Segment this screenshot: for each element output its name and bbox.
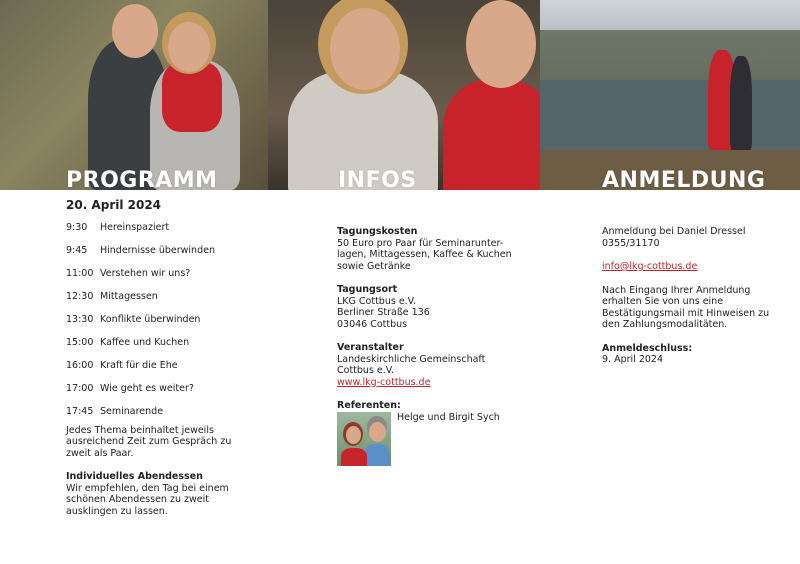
confirm-line: Nach Eingang Ihrer Anmeldung [602, 284, 751, 296]
schedule-row [66, 222, 266, 245]
veranstalter-line: Cottbus e.V. [337, 365, 395, 376]
couple-smiling-photo [268, 0, 540, 190]
confirm-line: erhalten Sie von uns eine [602, 296, 724, 307]
veranstalter-line: Landeskirchliche Gemeinschaft [337, 353, 486, 365]
kosten-title: Tagungskosten [337, 226, 418, 237]
schedule-row [66, 314, 266, 337]
man-head [112, 4, 158, 58]
referenten-title: Referenten: [337, 400, 401, 411]
couple-lake-photo [540, 0, 800, 190]
schedule-time: 9:30 [66, 221, 88, 233]
referenten-section [337, 400, 537, 466]
infos-heading: INFOS [338, 168, 417, 193]
confirm-line: Bestätigungsmail mit Hinweisen zu [602, 307, 770, 319]
man-face [369, 422, 386, 442]
man-shirt [365, 444, 389, 466]
anmeldung-column [602, 226, 782, 366]
referenten-photo [337, 412, 391, 466]
schedule-row [66, 383, 266, 406]
veranstalter-section [337, 342, 537, 388]
ort-title: Tagungsort [337, 284, 398, 295]
kosten-section [337, 226, 537, 272]
contact-section [602, 226, 782, 249]
dinner-text: Wir empfehlen, den Tag bei einem schönen Abendessen zu zweit ausklingen zu lassen. [66, 482, 229, 517]
referenten-row [337, 412, 537, 466]
kosten-line: lagen, Mittagessen, Kaffee & Kuchen [337, 249, 512, 260]
schedule-title: Seminarende [100, 405, 164, 417]
anmeldung-heading: ANMELDUNG [602, 168, 766, 193]
ort-section [337, 284, 537, 330]
schedule-time: 16:00 [66, 359, 94, 371]
woman-head [168, 22, 210, 72]
schedule-time: 17:45 [66, 405, 94, 417]
schedule-time: 15:00 [66, 336, 94, 348]
man-red-sweater [443, 80, 540, 190]
man-face [466, 0, 536, 88]
confirm-section [602, 285, 782, 331]
lake [540, 80, 800, 150]
schedule-title: Verstehen wir uns? [100, 267, 191, 279]
schedule-title: Kaffee und Kuchen [100, 336, 190, 348]
schedule-time: 17:00 [66, 382, 94, 394]
referenten-names: Helge und Birgit Sych [397, 411, 500, 423]
schedule-row [66, 245, 266, 268]
schedule-title: Hereinspaziert [100, 221, 170, 233]
schedule-row [66, 406, 266, 425]
schedule-time: 13:30 [66, 313, 94, 325]
schedule-title: Kraft für die Ehe [100, 359, 178, 371]
schedule-list [66, 222, 266, 425]
ort-line: Berliner Straße 136 [337, 307, 430, 318]
deadline-section [602, 343, 782, 366]
contact-line: 0355/31170 [602, 237, 660, 249]
veranstalter-website-link[interactable]: www.lkg-cottbus.de [337, 376, 431, 388]
schedule-row [66, 360, 266, 383]
infos-column [337, 226, 537, 466]
contact-line: Anmeldung bei Daniel Dressel [602, 226, 746, 237]
email-link[interactable]: info@lkg-cottbus.de [602, 261, 698, 272]
event-date: 20. April 2024 [66, 198, 162, 212]
woman-face [346, 426, 361, 444]
schedule-note: Jedes Thema beinhaltet jeweils ausreichend Zeit zum Gespräch zu zweit als Paar. [66, 424, 232, 459]
deadline-title: Anmeldeschluss: [602, 342, 693, 354]
schedule-time: 12:30 [66, 290, 94, 302]
schedule-row [66, 337, 266, 360]
ort-line: LKG Cottbus e.V. [337, 295, 416, 307]
veranstalter-title: Veranstalter [337, 342, 404, 353]
tree-line [540, 30, 800, 80]
schedule-row [66, 268, 266, 291]
woman-face [330, 8, 400, 90]
couple-hugging-photo [0, 0, 268, 190]
schedule-title: Mittagessen [100, 290, 158, 302]
ort-line: 03046 Cottbus [337, 318, 408, 330]
schedule-title: Wie geht es weiter? [100, 382, 194, 394]
dinner-title: Individuelles Abendessen [66, 471, 203, 482]
woman-top [341, 448, 367, 466]
email-section [602, 261, 782, 273]
kosten-line: 50 Euro pro Paar für Seminarunter- [337, 237, 504, 249]
schedule-row [66, 291, 266, 314]
schedule-title: Hindernisse überwinden [100, 244, 215, 256]
woman-standing [730, 56, 752, 150]
schedule-title: Konflikte überwinden [100, 313, 201, 325]
kosten-line: sowie Getränke [337, 260, 411, 272]
programm-column [66, 200, 266, 517]
confirm-line: den Zahlungsmodalitäten. [602, 319, 728, 330]
schedule-time: 9:45 [66, 244, 88, 256]
programm-heading: PROGRAMM [66, 168, 218, 193]
schedule-time: 11:00 [66, 267, 94, 279]
deadline-date: 9. April 2024 [602, 354, 663, 365]
